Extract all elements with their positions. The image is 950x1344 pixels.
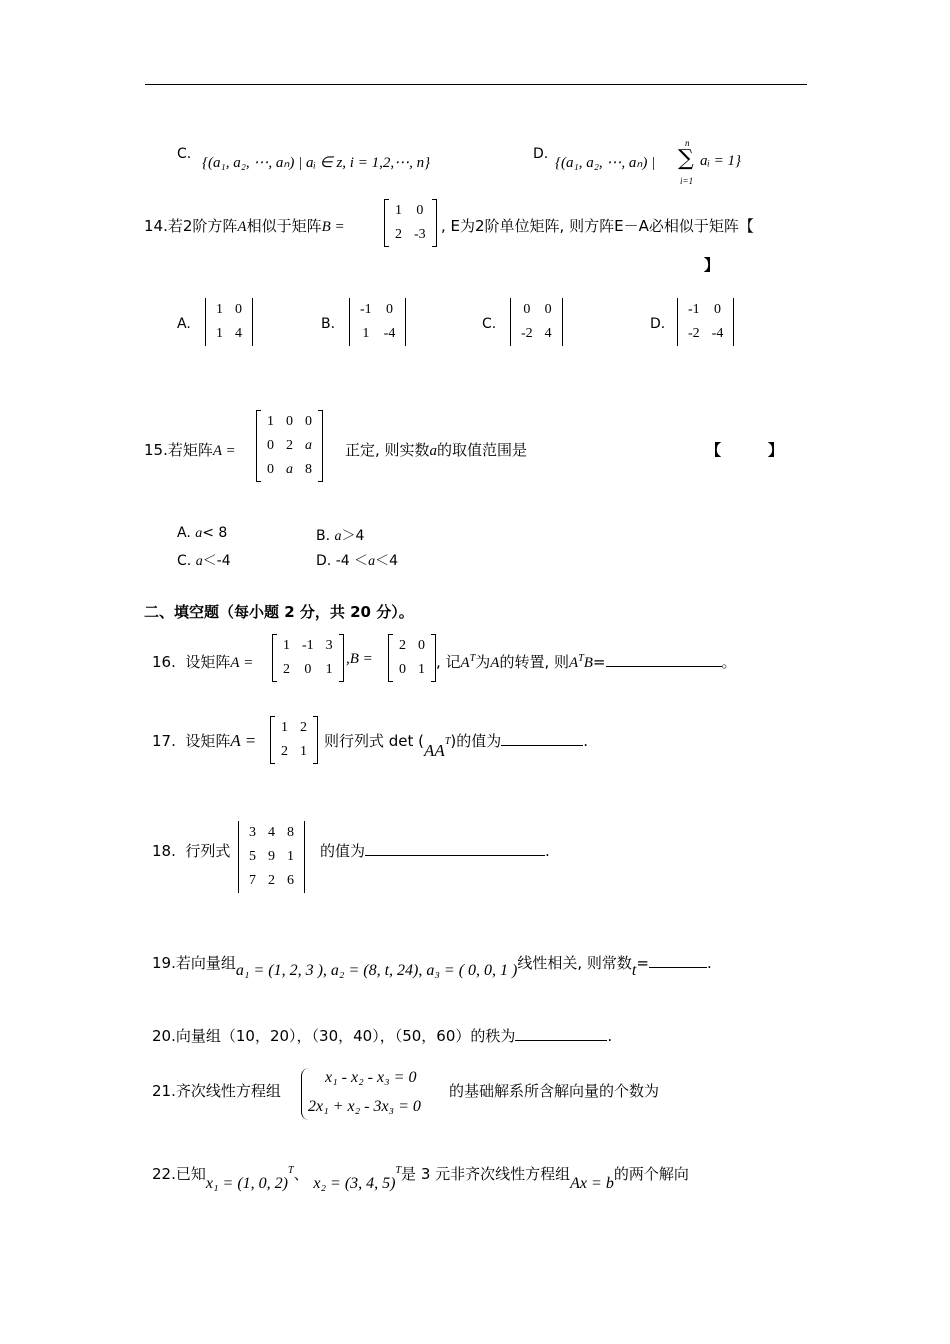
q21-stem: 21.齐次线性方程组: [152, 1082, 281, 1100]
q14-option-a-matrix: 1 0 1 4: [205, 298, 253, 346]
q16-answer-blank[interactable]: [606, 652, 722, 667]
q22-stem: 22.已知x₁ = (1, 0, 2)$^T$、 x₂ = (3, 4, 5)$^T$是 3 元非齐次线性方程组Ax = b的两个解向: [152, 1165, 689, 1192]
q15-option-b: B. a＞4: [316, 528, 365, 544]
q14-option-c-label: C.: [482, 316, 497, 332]
q14-stem-end: , E为2阶单位矩阵, 则方阵E－A必相似于矩阵【: [441, 217, 754, 235]
q14-option-b-matrix: -1 0 1 -4: [349, 298, 406, 346]
section-note: （每小题 2 分，共 20 分）。: [219, 603, 414, 621]
q17-answer-blank[interactable]: [501, 731, 583, 746]
q15-bracket-open: 【: [706, 441, 722, 459]
q19-number: 19.: [152, 954, 176, 972]
q17-stem: 17. 设矩阵A =: [152, 731, 257, 750]
q15-matrix: 1 0 0 0 2 a 0 a 8: [256, 410, 323, 482]
option-d-label: D.: [533, 146, 549, 162]
q22-number: 22.: [152, 1165, 176, 1183]
option-d-suffix: aᵢ = 1}: [700, 153, 741, 169]
q16-b-label: ,B =: [346, 651, 373, 667]
sum-sign: ∑: [678, 146, 694, 171]
q15-option-c: C. a＜-4: [177, 553, 231, 569]
q15-option-d: D. -4 ＜a＜4: [316, 553, 399, 569]
q16-number: 16.: [152, 653, 176, 671]
q15-stem: 15.若矩阵A =: [144, 441, 236, 459]
q14-number: 14.: [144, 217, 168, 235]
section-title: 二、填空题: [144, 603, 220, 621]
q20-number: 20.: [152, 1027, 176, 1045]
q16-stem: 16. 设矩阵A =: [152, 653, 254, 671]
q15-stem-end: 正定, 则实数a的取值范围是: [345, 441, 528, 459]
q18-stem: 18. 行列式: [152, 842, 231, 860]
q20-answer-blank[interactable]: [515, 1026, 607, 1041]
q14-bracket-close: 】: [704, 256, 720, 274]
sum-upper-limit: n: [685, 138, 690, 148]
option-c-label: C.: [177, 146, 192, 162]
option-c-expression: {(a₁, a₂, ⋯, aₙ) | aᵢ ∈ z, i = 1,2,⋯, n}: [202, 155, 431, 171]
header-rule: [145, 84, 807, 85]
q18-answer-blank[interactable]: [365, 841, 545, 856]
q15-option-a: A. a< 8: [177, 525, 228, 541]
q14-option-d-label: D.: [650, 316, 666, 332]
sum-lower-limit: i=1: [680, 176, 694, 186]
q18-number: 18.: [152, 842, 176, 860]
q21-equation-2: 2x₁ + x₂ - 3x₃ = 0: [308, 1098, 421, 1115]
q16-matrix-b: 2 0 0 1: [388, 634, 436, 682]
q19-answer-blank[interactable]: [649, 953, 707, 968]
q18-stem-end: 的值为 .: [320, 842, 550, 860]
q18-determinant: 3 4 8 5 9 1 7 2 6: [238, 821, 305, 893]
q15-number: 15.: [144, 441, 168, 459]
q14-option-b-label: B.: [321, 316, 336, 332]
q17-number: 17.: [152, 732, 176, 750]
q22-x1: x₁ = (1, 0, 2): [205, 1175, 288, 1192]
q22-x2: x₂ = (3, 4, 5): [313, 1175, 396, 1192]
q15-bracket-close: 】: [768, 441, 784, 459]
q19-stem: 19.若向量组a₁ = (1, 2, 3 ), a₂ = (8, t, 24), a₃ = ( 0, 0, 1 )线性相关, 则常数t= .: [152, 954, 712, 979]
q21-equation-1: x₁ - x₂ - x₃ = 0: [325, 1069, 417, 1086]
q14-option-c-matrix: 0 0 -2 4: [510, 298, 563, 346]
option-d-prefix: {(a₁, a₂, ⋯, aₙ) |: [555, 155, 656, 171]
section-2-heading: [144, 601, 414, 622]
q16-stem-end: , 记$A^T$为A的转置, 则$A^TB=$ 。: [436, 653, 737, 671]
q14-option-a-label: A.: [177, 316, 191, 332]
q21-number: 21.: [152, 1082, 176, 1100]
q14-matrix-b: 1 0 2 -3: [384, 199, 437, 247]
q20-stem: 20.向量组（10，20），（30，40），（50，60）的秩为 .: [152, 1027, 613, 1045]
q17-matrix: 1 2 2 1: [270, 716, 318, 764]
q14-stem: 14.若2阶方阵A相似于矩阵B =: [144, 217, 345, 235]
q17-stem-end: 则行列式 $\det (AA^T)$的值为 .: [324, 732, 589, 760]
q19-vectors: a₁ = (1, 2, 3 ), a₂ = (8, t, 24), a₃ = ( 0, 0, 1 ): [235, 962, 518, 979]
q16-matrix-a: 1 -1 3 2 0 1: [272, 634, 344, 682]
q14-option-d-matrix: -1 0 -2 -4: [677, 298, 734, 346]
q21-stem-end: 的基础解系所含解向量的个数为: [449, 1082, 660, 1100]
